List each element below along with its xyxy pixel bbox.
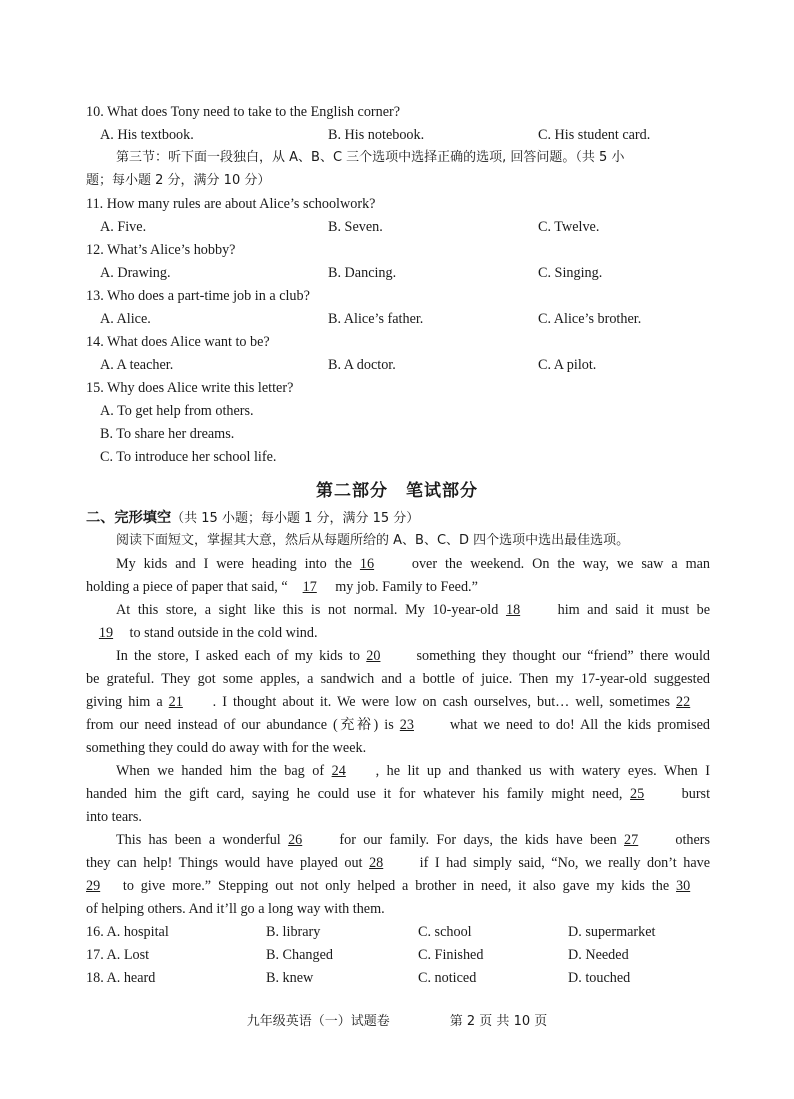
option-13c: C. Alice’s brother. bbox=[538, 311, 642, 327]
option-12b: B. Dancing. bbox=[328, 265, 397, 281]
cloze-heading: 二、完形填空 bbox=[86, 510, 172, 526]
option-10b: B. His notebook. bbox=[328, 127, 425, 143]
page-footer bbox=[0, 1010, 794, 1029]
blank-18: 18 bbox=[505, 602, 521, 618]
text-segment: from our need instead of our abundance (充裕) is bbox=[86, 717, 394, 733]
blank-30: 30 bbox=[676, 878, 691, 894]
cloze-line bbox=[86, 578, 478, 596]
blank-24: 24 bbox=[331, 763, 346, 779]
option-14c: C. A pilot. bbox=[538, 357, 597, 373]
text-segment: for our family. For days, the kids have been bbox=[339, 832, 617, 848]
option-11b: B. Seven. bbox=[328, 219, 383, 235]
text-segment: My kids and I were heading into the bbox=[116, 556, 352, 572]
cloze-line bbox=[116, 555, 710, 573]
option-15b: B. To share her dreams. bbox=[100, 426, 235, 442]
option-18c: C. noticed bbox=[418, 970, 477, 986]
cloze-line bbox=[116, 831, 710, 849]
option-17a: 17. A. Lost bbox=[86, 947, 150, 963]
option-16a: 16. A. hospital bbox=[86, 924, 169, 940]
text-segment: to stand outside in the cold wind. bbox=[129, 625, 318, 641]
blank-17: 17 bbox=[302, 579, 317, 595]
text-segment: what we need to do! All the kids promised bbox=[449, 717, 711, 733]
cloze-line: be grateful. They got some apples, a sandwich and a bottle of juice. Then my 17-year-old suggested bbox=[86, 671, 710, 687]
blank-25: 25 bbox=[630, 786, 645, 802]
option-18a: 18. A. heard bbox=[86, 970, 156, 986]
text-segment: holding a piece of paper that said, “ bbox=[86, 579, 288, 595]
text-segment: handed him the gift card, saying he could use it for whatever his family might need, bbox=[86, 786, 623, 802]
question-15: 15. Why does Alice write this letter? bbox=[86, 380, 294, 396]
text-segment: they can help! Things would have played out bbox=[86, 855, 363, 871]
text-segment: When we handed him the bag of bbox=[116, 763, 325, 779]
option-11c: C. Twelve. bbox=[538, 219, 600, 235]
text-segment: . I thought about it. We were low on cash ourselves, but… well, sometimes bbox=[212, 694, 670, 710]
option-17b: B. Changed bbox=[266, 947, 333, 963]
text-segment: him and said it must be bbox=[557, 602, 711, 618]
text-segment: something they thought our “friend” there would bbox=[416, 648, 710, 664]
footer-page-number: 第 2 页 共 10 页 bbox=[449, 1014, 548, 1029]
blank-29: 29 bbox=[86, 878, 101, 894]
cloze-heading-line bbox=[86, 509, 419, 528]
option-13a: A. Alice. bbox=[100, 311, 151, 327]
blank-20: 20 bbox=[366, 648, 381, 664]
question-10: 10. What does Tony need to take to the English corner? bbox=[86, 104, 401, 120]
cloze-line bbox=[116, 762, 710, 780]
option-18d: D. touched bbox=[568, 970, 631, 986]
blank-21: 21 bbox=[168, 694, 183, 710]
blank-27: 27 bbox=[624, 832, 639, 848]
part2-title: 第二部分 笔试部分 bbox=[316, 481, 478, 501]
option-12a: A. Drawing. bbox=[100, 265, 171, 281]
option-15c: C. To introduce her school life. bbox=[100, 449, 277, 465]
cloze-line: into tears. bbox=[86, 809, 142, 825]
option-11a: A. Five. bbox=[100, 219, 147, 235]
cloze-line: of helping others. And it’ll go a long way with them. bbox=[86, 901, 385, 917]
blank-23: 23 bbox=[399, 717, 414, 733]
cloze-line bbox=[86, 877, 710, 895]
option-10a: A. His textbook. bbox=[100, 127, 194, 143]
cloze-line bbox=[86, 716, 710, 734]
option-14b: B. A doctor. bbox=[328, 357, 396, 373]
text-segment: my job. Family to Feed.” bbox=[335, 579, 478, 595]
text-segment: if I had simply said, “No, we really don’t have bbox=[419, 855, 711, 871]
option-16b: B. library bbox=[266, 924, 321, 940]
cloze-instruction: 阅读下面短文，掌握其大意，然后从每题所给的 A、B、C、D 四个选项中选出最佳选项。 bbox=[116, 533, 630, 548]
cloze-heading-note: （共 15 小题；每小题 1 分，满分 15 分） bbox=[171, 511, 420, 526]
cloze-line bbox=[86, 624, 318, 642]
option-16d: D. supermarket bbox=[568, 924, 656, 940]
option-13b: B. Alice’s father. bbox=[328, 311, 424, 327]
option-14a: A. A teacher. bbox=[100, 357, 174, 373]
text-segment: This has been a wonderful bbox=[116, 832, 281, 848]
cloze-line bbox=[116, 601, 710, 619]
option-17d: D. Needed bbox=[568, 947, 629, 963]
option-15a: A. To get help from others. bbox=[100, 403, 254, 419]
text-segment: In the store, I asked each of my kids to bbox=[116, 648, 361, 664]
footer-exam-name: 九年级英语（一）试题卷 bbox=[246, 1014, 390, 1029]
blank-28: 28 bbox=[369, 855, 384, 871]
question-13: 13. Who does a part-time job in a club? bbox=[86, 288, 310, 304]
option-17c: C. Finished bbox=[418, 947, 484, 963]
cloze-line bbox=[116, 647, 710, 665]
option-16c: C. school bbox=[418, 924, 472, 940]
section3-instruction: 第三节：听下面一段独白，从 A、B、C 三个选项中选择正确的选项, 回答问题。（共 5 小 bbox=[116, 150, 625, 165]
cloze-line bbox=[86, 854, 710, 872]
question-14: 14. What does Alice want to be? bbox=[86, 334, 270, 350]
text-segment: over the weekend. On the way, we saw a man bbox=[411, 556, 710, 572]
text-segment: , he lit up and thanked us with watery eyes. When I bbox=[375, 763, 710, 779]
text-segment: At this store, a sight like this is not normal. My 10-year-old bbox=[116, 602, 499, 618]
text-segment: burst bbox=[681, 786, 711, 802]
text-segment: others bbox=[675, 832, 711, 848]
cloze-line bbox=[86, 785, 710, 803]
cloze-line bbox=[86, 693, 710, 711]
text-segment: giving him a bbox=[86, 694, 163, 710]
blank-22: 22 bbox=[676, 694, 691, 710]
blank-16: 16 bbox=[359, 556, 375, 572]
question-11: 11. How many rules are about Alice’s schoolwork? bbox=[86, 196, 376, 212]
option-10c: C. His student card. bbox=[538, 127, 651, 143]
text-segment: to give more.” Stepping out not only helped a brother in need, it also gave my kids the bbox=[122, 878, 670, 894]
blank-26: 26 bbox=[288, 832, 303, 848]
option-18b: B. knew bbox=[266, 970, 314, 986]
cloze-line: something they could do away with for the week. bbox=[86, 740, 367, 756]
question-12: 12. What’s Alice’s hobby? bbox=[86, 242, 236, 258]
section3-instruction-cont: 题；每小题 2 分，满分 10 分） bbox=[86, 173, 271, 188]
blank-19: 19 bbox=[98, 625, 114, 641]
option-12c: C. Singing. bbox=[538, 265, 603, 281]
